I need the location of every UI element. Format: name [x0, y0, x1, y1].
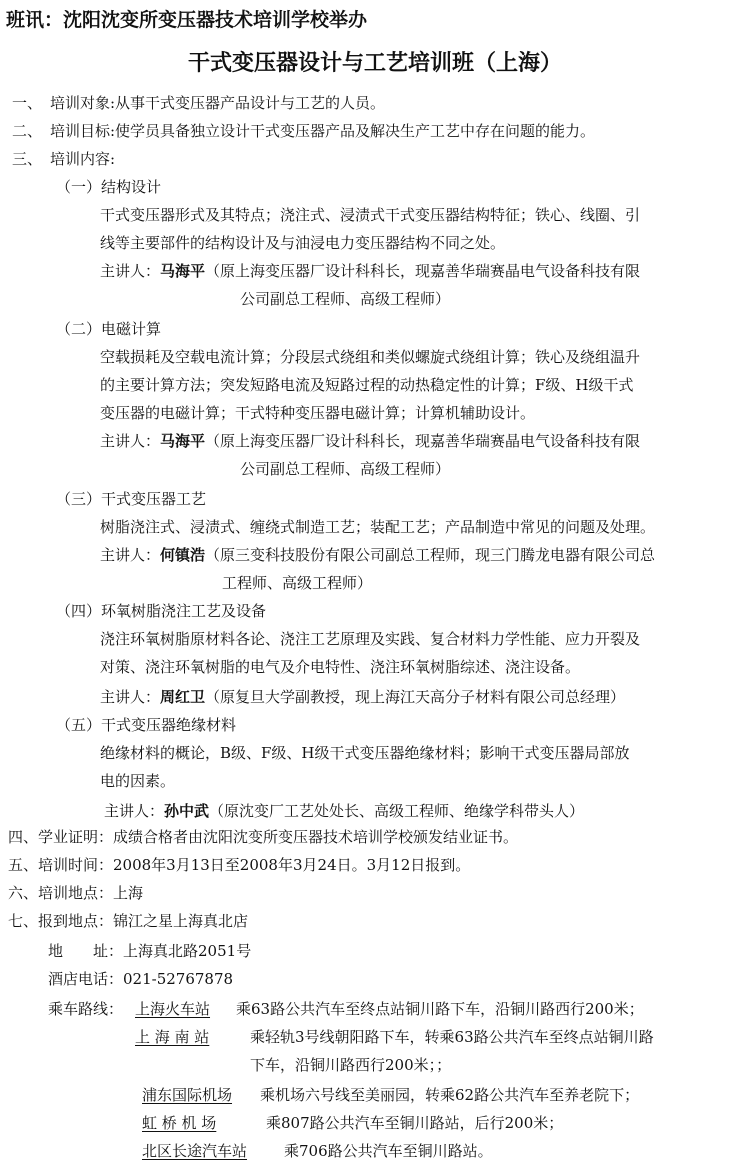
- course-1-lecturer-line: [100, 260, 640, 282]
- course-1-desc-line-2: 线等主要部件的结构设计及与油浸电力变压器结构不同之处。: [100, 234, 506, 252]
- address-value: 上海真北路2051号: [123, 942, 252, 960]
- header: 班讯：沈阳沈变所变压器技术培训学校举办: [6, 9, 368, 31]
- course-3-heading: （三）干式变压器工艺: [56, 490, 207, 508]
- course-4-lecturer-line: [100, 686, 625, 708]
- route-text-2-line-2: 下车，沿铜川路西行200米；；: [250, 1056, 452, 1074]
- lecturer-info: （原上海变压器厂设计科科长，现嘉善华瑞赛晶电气设备科技有限: [205, 262, 641, 280]
- course-2-desc-line-3: 变压器的电磁计算；干式特种变压器电磁计算；计算机辅助设计。: [100, 404, 536, 422]
- lecturer-info: （原沈变厂工艺处处长、高级工程师、绝缘学科带头人）: [209, 802, 585, 820]
- lecturer-name: 马海平: [160, 262, 206, 280]
- lecturer-label: 主讲人：: [100, 262, 161, 280]
- course-5-desc-line-1: 绝缘材料的概论，B级、F级、H级干式变压器绝缘材料；影响干式变压器局部放: [100, 744, 630, 762]
- course-1-heading: （一）结构设计: [56, 178, 162, 196]
- section-1-text: 培训对象:从事干式变压器产品设计与工艺的人员。: [50, 94, 386, 112]
- route-station-1: 上海火车站: [135, 1000, 211, 1018]
- course-4-desc-line-2: 对策、浇注环氧树脂的电气及介电特性、浇注环氧树脂综述、浇注设备。: [100, 658, 581, 676]
- section-3-text: 培训内容:: [50, 150, 116, 168]
- lecturer-label: 主讲人：: [100, 546, 161, 564]
- phone-label: 酒店电话：: [48, 970, 124, 988]
- course-1-lecturer-info-line-2: 公司副总工程师、高级工程师）: [240, 290, 451, 308]
- address-label: 地 址：: [48, 942, 124, 960]
- address-line: [48, 940, 251, 962]
- phone-value: 021-52767878: [123, 970, 234, 988]
- section-4: 四、学业证明：成绩合格者由沈阳沈变所变压器技术培训学校颁发结业证书。: [8, 828, 519, 846]
- lecturer-label: 主讲人：: [100, 432, 161, 450]
- route-text-1: 乘63路公共汽车至终点站铜川路下车，沿铜川路西行200米；: [236, 1000, 644, 1018]
- lecturer-label: 主讲人：: [100, 688, 161, 706]
- route-label: 乘车路线：: [48, 1000, 124, 1018]
- page-title: 干式变压器设计与工艺培训班（上海）: [187, 51, 562, 76]
- course-2-heading: （二）电磁计算: [56, 320, 162, 338]
- course-2-lecturer-info-line-2: 公司副总工程师、高级工程师）: [240, 460, 451, 478]
- lecturer-name: 何镇浩: [160, 546, 206, 564]
- section-6: 六、培训地点：上海: [8, 884, 144, 902]
- course-5-heading: （五）干式变压器绝缘材料: [56, 716, 237, 734]
- route-text-2: 乘轻轨3号线朝阳路下车，转乘63路公共汽车至终点站铜川路: [250, 1028, 654, 1046]
- lecturer-info: （原复旦大学副教授，现上海江天高分子材料有限公司总经理）: [205, 688, 626, 706]
- section-1-number: 一、: [12, 94, 43, 112]
- lecturer-label: 主讲人：: [104, 802, 165, 820]
- course-4-heading: （四）环氧树脂浇注工艺及设备: [56, 602, 267, 620]
- course-5-desc-line-2: 电的因素。: [100, 772, 176, 790]
- course-3-lecturer-info-line-2: 工程师、高级工程师）: [222, 574, 373, 592]
- course-2-desc-line-1: 空载损耗及空载电流计算；分段层式绕组和类似螺旋式绕组计算；铁心及绕组温升: [100, 348, 641, 366]
- section-5: 五、培训时间：2008年3月13日至2008年3月24日。3月12日报到。: [8, 856, 471, 874]
- route-station-2: 上 海 南 站: [135, 1028, 210, 1046]
- course-2-desc-line-2: 的主要计算方法；突发短路电流及短路过程的动热稳定性的计算；F级、H级干式: [100, 376, 634, 394]
- course-3-desc-line-1: 树脂浇注式、浸渍式、缠绕式制造工艺；装配工艺；产品制造中常见的问题及处理。: [100, 518, 656, 536]
- course-5-lecturer-line: [104, 800, 584, 822]
- section-7: 七、报到地点：锦江之星上海真北店: [8, 912, 249, 930]
- route-text-4: 乘807路公共汽车至铜川路站，后行200米；: [266, 1114, 564, 1132]
- lecturer-name: 马海平: [160, 432, 206, 450]
- lecturer-name: 周红卫: [160, 688, 206, 706]
- lecturer-info: （原上海变压器厂设计科科长，现嘉善华瑞赛晶电气设备科技有限: [205, 432, 641, 450]
- course-1-desc-line-1: 干式变压器形式及其特点；浇注式、浸渍式干式变压器结构特征；铁心、线圈、引: [100, 206, 641, 224]
- section-2-text: 培训目标:使学员具备独立设计干式变压器产品及解决生产工艺中存在问题的能力。: [50, 122, 596, 140]
- course-3-lecturer-line: [100, 544, 655, 566]
- course-2-lecturer-line: [100, 430, 640, 452]
- route-station-3: 浦东国际机场: [142, 1086, 233, 1104]
- phone-line: [48, 968, 233, 990]
- route-station-5: 北区长途汽车站: [142, 1142, 248, 1160]
- route-station-4: 虹 桥 机 场: [142, 1114, 217, 1132]
- course-4-desc-line-1: 浇注环氧树脂原材料各论、浇注工艺原理及实践、复合材料力学性能、应力开裂及: [100, 630, 641, 648]
- route-text-5: 乘706路公共汽车至铜川路站。: [284, 1142, 493, 1160]
- route-text-3: 乘机场六号线至美丽园，转乘62路公共汽车至养老院下；: [260, 1086, 640, 1104]
- section-2-number: 二、: [12, 122, 43, 140]
- lecturer-info: （原三变科技股份有限公司副总工程师，现三门腾龙电器有限公司总: [205, 546, 656, 564]
- lecturer-name: 孙中武: [164, 802, 210, 820]
- section-3-number: 三、: [12, 150, 43, 168]
